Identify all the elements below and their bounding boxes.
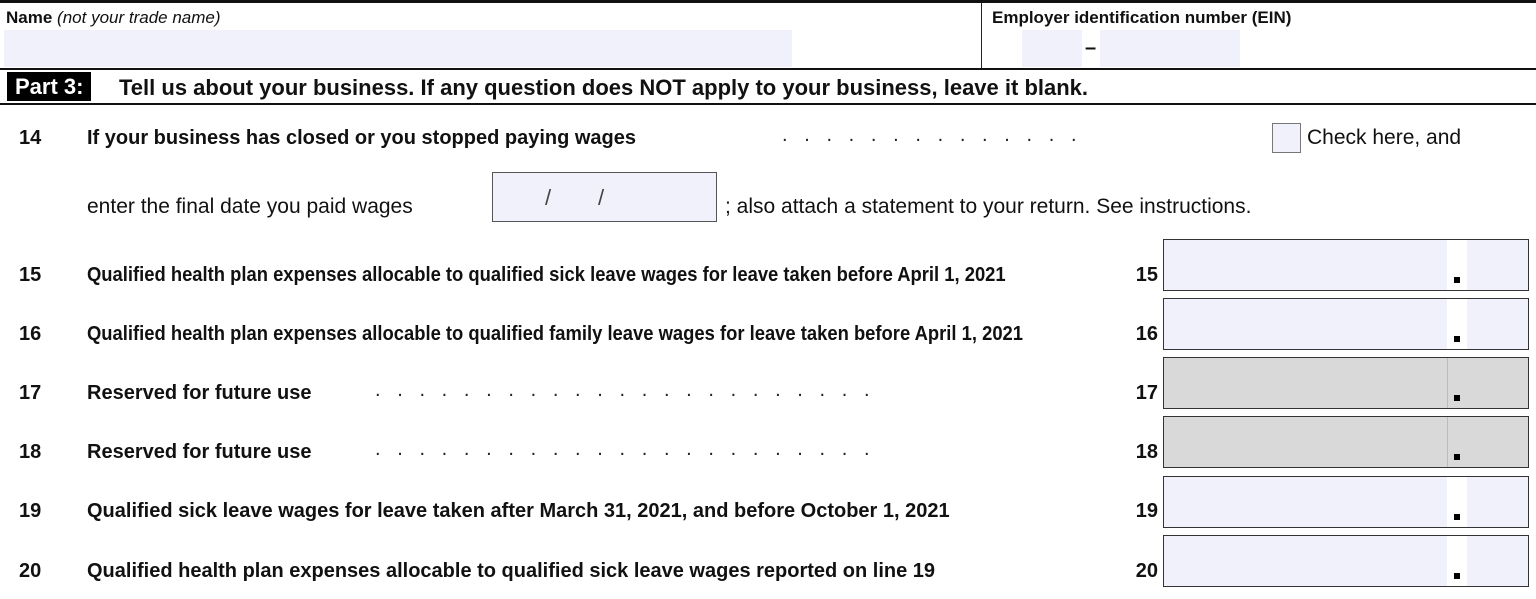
dot-leader: . . . . . . . . . . . . . . bbox=[782, 124, 1077, 146]
checkbox-label: Check here, and bbox=[1307, 126, 1462, 149]
box-number: 20 bbox=[1135, 560, 1158, 582]
ein-suffix-field[interactable] bbox=[1100, 30, 1240, 67]
date-instructions: ; also attach a statement to your return. See instructions. bbox=[725, 195, 1252, 218]
ein-label: Employer identification number (EIN) bbox=[992, 8, 1292, 27]
name-label-note: (not your trade name) bbox=[57, 8, 221, 27]
part-label: Part 3: bbox=[7, 72, 91, 101]
amount-field-17 bbox=[1163, 357, 1529, 409]
name-label bbox=[6, 8, 221, 28]
line-text: Qualified health plan expenses allocable to qualified sick leave wages reported on line 19 bbox=[87, 560, 936, 582]
box-number: 15 bbox=[1135, 264, 1158, 286]
line-number: 20 bbox=[19, 560, 42, 582]
date-separator: / bbox=[598, 185, 605, 210]
line-number: 19 bbox=[19, 500, 42, 522]
part-bottom-rule bbox=[0, 103, 1536, 105]
date-prompt: enter the final date you paid wages bbox=[87, 195, 413, 218]
decimal-point-icon bbox=[1454, 514, 1460, 520]
line-number: 15 bbox=[19, 264, 42, 286]
dot-leader: . . . . . . . . . . . . . . . . . . . . . . . bbox=[375, 438, 870, 460]
final-wage-date-field[interactable] bbox=[492, 172, 717, 222]
amount-field-16[interactable] bbox=[1163, 298, 1529, 350]
box-number: 16 bbox=[1135, 323, 1158, 345]
box-number: 17 bbox=[1135, 382, 1158, 404]
ein-section bbox=[981, 3, 1536, 68]
name-label-bold: Name bbox=[6, 8, 53, 27]
name-section bbox=[0, 3, 981, 68]
amount-field-19[interactable] bbox=[1163, 476, 1529, 528]
amount-field-20[interactable] bbox=[1163, 535, 1529, 587]
decimal-point-icon bbox=[1454, 277, 1460, 283]
ein-prefix-field[interactable] bbox=[1022, 30, 1082, 67]
box-number: 18 bbox=[1135, 441, 1158, 463]
decimal-point-icon bbox=[1454, 395, 1460, 401]
amount-field-18 bbox=[1163, 416, 1529, 468]
line-number: 18 bbox=[19, 441, 42, 463]
decimal-point-icon bbox=[1454, 336, 1460, 342]
line-number: 17 bbox=[19, 382, 42, 404]
line-text: If your business has closed or you stopped paying wages bbox=[87, 127, 637, 149]
line-text: Qualified health plan expenses allocable to qualified sick leave wages for leave taken before April 1, 2021 bbox=[87, 264, 1006, 286]
ein-separator: – bbox=[1085, 37, 1097, 59]
decimal-point-icon bbox=[1454, 573, 1460, 579]
line-number: 16 bbox=[19, 323, 42, 345]
amount-field-15[interactable] bbox=[1163, 239, 1529, 291]
name-field[interactable] bbox=[4, 30, 792, 67]
line-text: Reserved for future use bbox=[87, 441, 312, 463]
date-separator: / bbox=[545, 185, 552, 210]
decimal-point-icon bbox=[1454, 454, 1460, 460]
business-closed-checkbox[interactable] bbox=[1272, 123, 1301, 153]
dot-leader: . . . . . . . . . . . . . . . . . . . . . . . bbox=[375, 379, 870, 401]
part-title: Tell us about your business. If any question does NOT apply to your business, leave it blank. bbox=[119, 75, 1089, 100]
line-text: Qualified sick leave wages for leave taken after March 31, 2021, and before October 1, 2021 bbox=[87, 500, 950, 522]
line-text: Qualified health plan expenses allocable to qualified family leave wages for leave taken before April 1, 2021 bbox=[87, 323, 1024, 345]
box-number: 19 bbox=[1135, 500, 1158, 522]
part-3-header bbox=[0, 70, 1536, 103]
line-text: Reserved for future use bbox=[87, 382, 312, 404]
line-number: 14 bbox=[19, 127, 42, 149]
